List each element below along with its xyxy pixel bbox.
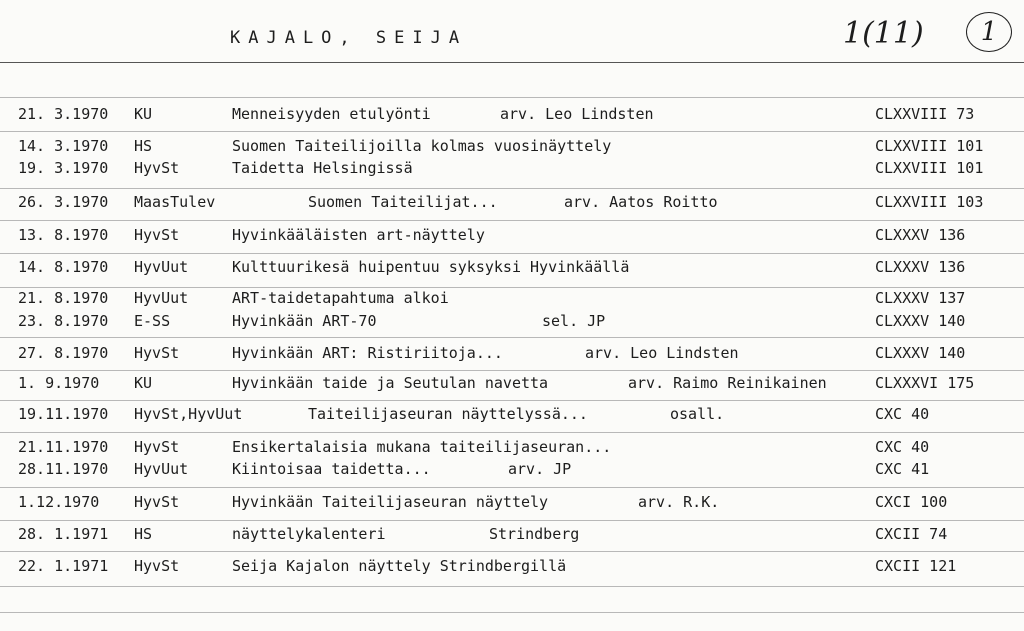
clipping-date: 28. 1.1971 [18, 525, 109, 543]
clipping-source: HyvUut [134, 258, 189, 276]
clipping-title: ART-taidetapahtuma alkoi [232, 289, 449, 307]
clipping-reference: CXCII 121 [875, 557, 957, 575]
clipping-reference: CXCII 74 [875, 525, 948, 543]
clipping-date: 28.11.1970 [18, 460, 109, 478]
clipping-title: Suomen Taiteilijoilla kolmas vuosinäyttely [232, 137, 612, 155]
clipping-source: HyvSt,HyvUut [134, 405, 243, 423]
clipping-date: 27. 8.1970 [18, 344, 109, 362]
clipping-reference: CLXXXV 136 [875, 226, 966, 244]
clipping-source: HyvUut [134, 289, 189, 307]
card-sequence: 1(11) [843, 16, 924, 51]
clipping-date: 1. 9.1970 [18, 374, 100, 392]
clipping-date: 14. 3.1970 [18, 137, 109, 155]
clipping-source: HyvSt [134, 344, 180, 362]
clipping-date: 19. 3.1970 [18, 159, 109, 177]
clipping-date: 22. 1.1971 [18, 557, 109, 575]
clipping-source: HyvSt [134, 557, 180, 575]
clipping-title: Suomen Taiteilijat... [308, 193, 498, 211]
ruled-line [0, 62, 1024, 63]
ruled-line [0, 287, 1024, 288]
clipping-date: 19.11.1970 [18, 405, 109, 423]
clipping-note: osall. [670, 405, 725, 423]
clipping-date: 21. 3.1970 [18, 105, 109, 123]
clipping-reference: CLXXVIII 103 [875, 193, 984, 211]
clipping-reference: CLXXXV 136 [875, 258, 966, 276]
clipping-reference: CLXXVIII 101 [875, 137, 984, 155]
clipping-reference: CLXXXVI 175 [875, 374, 975, 392]
clipping-date: 21.11.1970 [18, 438, 109, 456]
clipping-source: HS [134, 525, 153, 543]
clipping-date: 1.12.1970 [18, 493, 100, 511]
clipping-note: arv. Leo Lindsten [585, 344, 739, 362]
clipping-reference: CXC 40 [875, 405, 930, 423]
ruled-line [0, 253, 1024, 254]
clipping-title: Hyvinkään ART: Ristiriitoja... [232, 344, 503, 362]
clipping-reference: CLXXXV 140 [875, 344, 966, 362]
clipping-source: KU [134, 374, 153, 392]
clipping-date: 21. 8.1970 [18, 289, 109, 307]
ruled-line [0, 370, 1024, 371]
clipping-note: arv. R.K. [638, 493, 720, 511]
clipping-note: Strindberg [489, 525, 580, 543]
clipping-title: Hyvinkään ART-70 [232, 312, 377, 330]
ruled-line [0, 131, 1024, 132]
clipping-source: HyvSt [134, 493, 180, 511]
clipping-note: arv. JP [508, 460, 572, 478]
clipping-source: HyvSt [134, 438, 180, 456]
clipping-title: näyttelykalenteri [232, 525, 386, 543]
ruled-line [0, 97, 1024, 98]
clipping-title: Hyvinkään Taiteilijaseuran näyttely [232, 493, 549, 511]
clipping-title: Seija Kajalon näyttely Strindbergillä [232, 557, 567, 575]
clipping-title: Kulttuurikesä huipentuu syksyksi Hyvinkäällä [232, 258, 630, 276]
clipping-source: HS [134, 137, 153, 155]
ruled-line [0, 337, 1024, 338]
clipping-reference: CLXXVIII 73 [875, 105, 975, 123]
clipping-title: Menneisyyden etulyönti [232, 105, 431, 123]
ruled-line [0, 400, 1024, 401]
clipping-reference: CLXXXV 137 [875, 289, 966, 307]
ruled-line [0, 586, 1024, 587]
clipping-reference: CXCI 100 [875, 493, 948, 511]
ruled-line [0, 188, 1024, 189]
ruled-line [0, 487, 1024, 488]
clipping-date: 14. 8.1970 [18, 258, 109, 276]
ruled-line [0, 551, 1024, 552]
clipping-date: 26. 3.1970 [18, 193, 109, 211]
clipping-note: arv. Leo Lindsten [500, 105, 654, 123]
circled-card-number [966, 12, 1012, 52]
circled-number-text: 1 [980, 17, 998, 47]
ruled-line [0, 520, 1024, 521]
clipping-note: sel. JP [542, 312, 606, 330]
clipping-title: Ensikertalaisia mukana taiteilijaseuran... [232, 438, 612, 456]
clipping-title: Taiteilijaseuran näyttelyssä... [308, 405, 588, 423]
clipping-reference: CLXXVIII 101 [875, 159, 984, 177]
clipping-source: E-SS [134, 312, 171, 330]
clipping-reference: CXC 40 [875, 438, 930, 456]
clipping-title: Hyvinkääläisten art-näyttely [232, 226, 485, 244]
clipping-source: KU [134, 105, 153, 123]
clipping-source: HyvSt [134, 159, 180, 177]
clipping-date: 23. 8.1970 [18, 312, 109, 330]
ruled-line [0, 220, 1024, 221]
clipping-title: Taidetta Helsingissä [232, 159, 413, 177]
clipping-title: Kiintoisaa taidetta... [232, 460, 431, 478]
clipping-source: HyvUut [134, 460, 189, 478]
clipping-note: arv. Raimo Reinikainen [628, 374, 827, 392]
clipping-source: MaasTulev [134, 193, 216, 211]
ruled-line [0, 612, 1024, 613]
clipping-reference: CXC 41 [875, 460, 930, 478]
clipping-reference: CLXXXV 140 [875, 312, 966, 330]
artist-name: KAJALO, SEIJA [230, 28, 468, 48]
clipping-source: HyvSt [134, 226, 180, 244]
clipping-date: 13. 8.1970 [18, 226, 109, 244]
ruled-line [0, 432, 1024, 433]
clipping-title: Hyvinkään taide ja Seutulan navetta [232, 374, 549, 392]
clipping-note: arv. Aatos Roitto [564, 193, 718, 211]
